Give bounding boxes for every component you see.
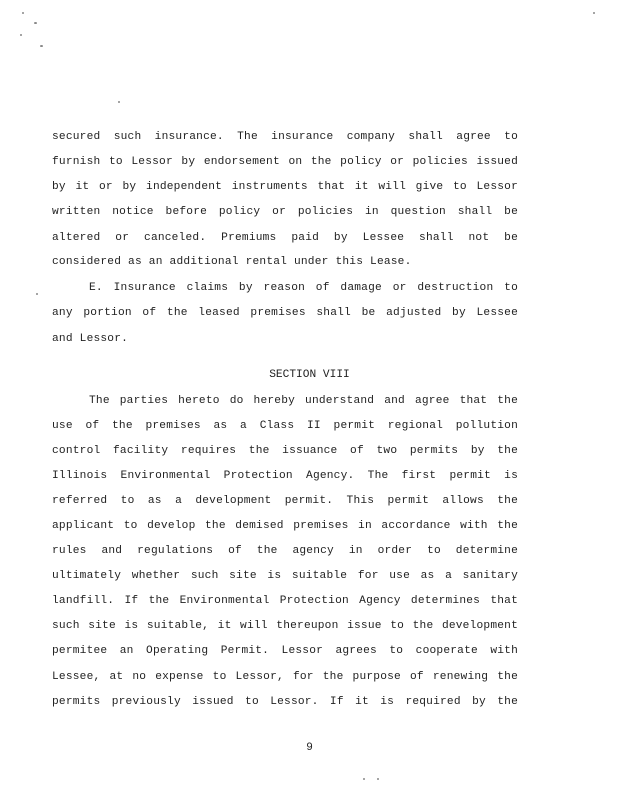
paragraph-line: secured such insurance. The insurance company shall agree to: [52, 131, 518, 143]
section-line: control facility requires the issuance of two permits by the: [52, 445, 518, 457]
scan-speck: [40, 45, 43, 47]
section-line: The parties hereto do hereby understand and agree that the: [89, 395, 518, 407]
scan-speck: [377, 778, 379, 780]
scan-speck: [363, 778, 365, 780]
clause-line: any portion of the leased premises shall be adjusted by Lessee: [52, 307, 518, 319]
section-line: Lessee, at no expense to Lessor, for the purpose of renewing the: [52, 671, 518, 683]
scan-speck: [36, 293, 38, 295]
scan-speck: [118, 101, 120, 103]
paragraph-line: altered or canceled. Premiums paid by Lessee shall not be: [52, 232, 518, 244]
section-line: applicant to develop the demised premises in accordance with the: [52, 520, 518, 532]
clause-line: and Lessor.: [52, 333, 129, 345]
section-heading: SECTION VIII: [269, 369, 350, 381]
paragraph-line: considered as an additional rental under this Lease.: [52, 256, 412, 268]
scan-speck: [34, 22, 37, 24]
section-line: such site is suitable, it will thereupon issue to the development: [52, 620, 518, 632]
section-line: referred to as a development permit. This permit allows the: [52, 495, 518, 507]
section-line: Illinois Environmental Protection Agency. The first permit is: [52, 470, 518, 482]
section-line: ultimately whether such site is suitable for use as a sanitary: [52, 570, 518, 582]
paragraph-line: furnish to Lessor by endorsement on the policy or policies issued: [52, 156, 518, 168]
scan-speck: [20, 34, 22, 36]
clause-line: E. Insurance claims by reason of damage or destruction to: [89, 282, 518, 294]
section-line: use of the premises as a Class II permit regional pollution: [52, 420, 518, 432]
section-line: rules and regulations of the agency in order to determine: [52, 545, 518, 557]
page-number: 9: [306, 742, 313, 754]
section-line: permitee an Operating Permit. Lessor agrees to cooperate with: [52, 645, 518, 657]
section-line: landfill. If the Environmental Protection Agency determines that: [52, 595, 518, 607]
scan-speck: [593, 12, 595, 14]
section-line: permits previously issued to Lessor. If it is required by the: [52, 696, 518, 708]
paragraph-line: written notice before policy or policies in question shall be: [52, 206, 518, 218]
paragraph-line: by it or by independent instruments that it will give to Lessor: [52, 181, 518, 193]
scan-speck: [22, 12, 24, 14]
